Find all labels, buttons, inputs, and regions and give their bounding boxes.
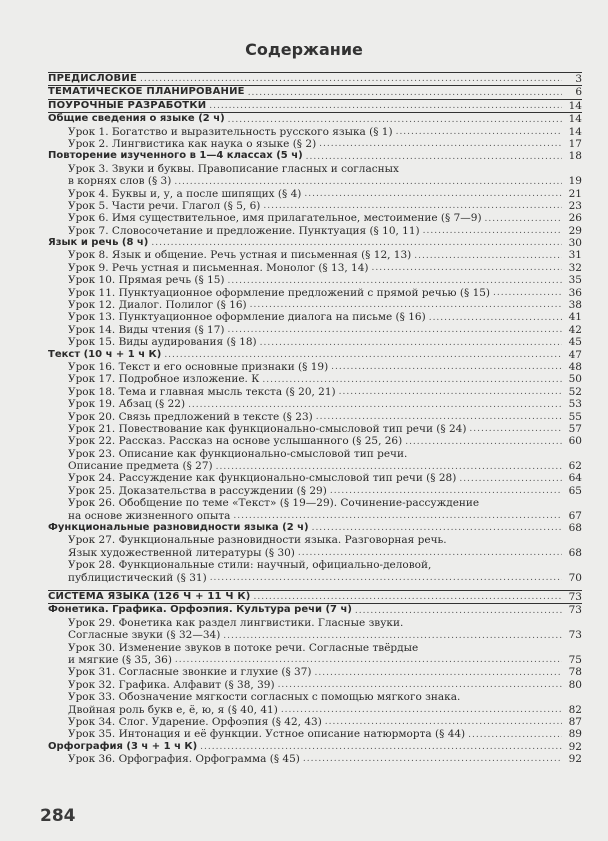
dot-leader — [469, 423, 562, 435]
toc-entry-continuation — [48, 460, 582, 472]
toc-entry-title: Урок 5. Части речи. Глагол (§ 5, 6) — [68, 199, 261, 212]
toc-entry-page: 29 — [568, 224, 582, 237]
dot-leader — [174, 176, 562, 188]
toc-entry-title: Урок 23. Описание как функционально-смысловой тип речи. — [68, 447, 408, 460]
dot-leader — [263, 200, 562, 212]
toc-entry-page: 26 — [568, 212, 582, 225]
toc-lesson-entry — [48, 497, 582, 509]
toc-lesson-entry — [48, 225, 582, 237]
dot-leader — [468, 729, 562, 741]
toc-entry-page: 50 — [568, 373, 582, 386]
dot-leader — [228, 324, 562, 336]
toc-entry-page: 14 — [568, 99, 582, 112]
toc-entry-title: Текст (10 ч + 1 ч К) — [48, 348, 162, 360]
toc-entry-title: Урок 14. Виды чтения (§ 17) — [68, 323, 225, 336]
dot-leader — [253, 591, 562, 603]
toc-section-heading — [48, 741, 582, 753]
toc-entry-page: 21 — [568, 187, 582, 200]
toc-entry-page: 45 — [568, 336, 582, 349]
toc-lesson-entry — [48, 448, 582, 460]
toc-lesson-entry — [48, 534, 582, 546]
dot-leader — [151, 237, 562, 249]
toc-lesson-entry — [48, 435, 582, 447]
dot-leader — [210, 572, 562, 584]
toc-entry-title: ПОУРОЧНЫЕ РАЗРАБОТКИ — [48, 99, 207, 111]
toc-entry-page: 68 — [568, 522, 582, 535]
toc-entry-page: 18 — [568, 150, 582, 163]
toc-entry-title: Двойная роль букв е, ё, ю, я (§ 40, 41) — [68, 703, 278, 716]
dot-leader — [339, 386, 562, 398]
toc-lesson-entry — [48, 336, 582, 348]
toc-entry-title: Урок 29. Фонетика как раздел лингвистики. Гласные звуки. — [68, 616, 404, 629]
toc-entry-continuation — [48, 704, 582, 716]
toc-lesson-entry — [48, 559, 582, 571]
page-number: 284 — [40, 806, 76, 826]
toc-entry-page: 57 — [568, 422, 582, 435]
toc-entry-title: Урок 31. Согласные звонкие и глухие (§ 37) — [68, 666, 312, 679]
toc-entry-page: 31 — [568, 249, 582, 262]
toc-entry-page: 53 — [568, 398, 582, 411]
toc-part-heading — [48, 72, 582, 85]
toc-entry-continuation — [48, 654, 582, 666]
toc-entry-title: публицистический (§ 31) — [68, 571, 207, 584]
toc-lesson-entry — [48, 200, 582, 212]
dot-leader — [459, 473, 562, 485]
toc-entry-page: 42 — [568, 323, 582, 336]
toc-entry-title: Орфография (3 ч + 1 ч К) — [48, 740, 198, 752]
toc-lesson-entry — [48, 361, 582, 373]
dot-leader — [315, 667, 562, 679]
toc-entry-page: 38 — [568, 299, 582, 312]
toc-entry-title: Согласные звуки (§ 32—34) — [68, 629, 221, 642]
toc-entry-title: на основе жизненного опыта — [68, 509, 231, 522]
toc-part-heading — [48, 590, 582, 604]
toc-section-heading — [48, 150, 582, 162]
dot-leader — [223, 630, 562, 642]
toc-entry-title: Урок 12. Диалог. Полилог (§ 16) — [68, 299, 247, 312]
dot-leader — [485, 213, 562, 225]
toc-entry-continuation — [48, 547, 582, 559]
dot-leader — [396, 126, 562, 138]
toc-entry-page: 78 — [568, 666, 582, 679]
toc-entry-page: 62 — [568, 460, 582, 473]
toc-entry-title: Урок 28. Функциональные стили: научный, официально-деловой, — [68, 559, 432, 572]
toc-entry-title: Урок 22. Рассказ. Рассказ на основе услышанного (§ 25, 26) — [68, 435, 403, 448]
dot-leader — [278, 679, 562, 691]
toc-entry-page: 65 — [568, 484, 582, 497]
toc-entry-page: 3 — [575, 72, 582, 85]
dot-leader — [303, 753, 562, 765]
toc-entry-page: 23 — [568, 199, 582, 212]
dot-leader — [306, 151, 562, 163]
dot-leader — [429, 312, 562, 324]
toc-lesson-entry — [48, 386, 582, 398]
toc-entry-title: Урок 8. Язык и общение. Речь устная и письменная (§ 12, 13) — [68, 249, 412, 262]
toc-entry-title: Язык художественной литературы (§ 30) — [68, 546, 295, 559]
toc-entry-title: Урок 34. Слог. Ударение. Орфоэпия (§ 42, 43) — [68, 715, 322, 728]
toc-entry-page: 92 — [568, 753, 582, 766]
toc-entry-title: Урок 25. Доказательства в рассуждении (§ 29) — [68, 484, 327, 497]
toc-entry-title: Урок 16. Текст и его основные признаки (§ 19) — [68, 360, 329, 373]
toc-entry-page: 82 — [568, 703, 582, 716]
dot-leader — [325, 716, 562, 728]
toc-entry-page: 17 — [568, 137, 582, 150]
toc-entry-title: Урок 2. Лингвистика как наука о языке (§ 2) — [68, 137, 317, 150]
toc-entry-title: Урок 17. Подробное изложение. К — [68, 373, 260, 386]
toc-lesson-entry — [48, 485, 582, 497]
toc-entry-title: Урок 18. Тема и главная мысль текста (§ 20, 21) — [68, 385, 336, 398]
toc-entry-page: 70 — [568, 571, 582, 584]
toc-entry-title: Урок 3. Звуки и буквы. Правописание гласных и согласных — [68, 162, 399, 175]
toc-entry-title: Урок 1. Богатство и выразительность русского языка (§ 1) — [68, 125, 393, 138]
toc-entry-page: 14 — [568, 113, 582, 126]
dot-leader — [493, 287, 562, 299]
dot-leader — [331, 361, 562, 373]
dot-leader — [372, 262, 562, 274]
toc-entry-title: Функциональные разновидности языка (2 ч) — [48, 522, 309, 534]
toc-entry-page: 41 — [568, 311, 582, 324]
toc-entry-title: Урок 13. Пунктуационное оформление диалога на письме (§ 16) — [68, 311, 426, 324]
toc-entry-title: в корнях слов (§ 3) — [68, 175, 172, 188]
toc-lesson-entry — [48, 274, 582, 286]
toc-lesson-entry — [48, 188, 582, 200]
toc-entry-title: Урок 27. Функциональные разновидности языка. Разговорная речь. — [68, 534, 447, 547]
toc-lesson-entry — [48, 249, 582, 261]
toc-entry-title: ПРЕДИСЛОВИЕ — [48, 72, 137, 84]
toc-entry-title: Урок 9. Речь устная и письменная. Монолог (§ 13, 14) — [68, 261, 369, 274]
toc-section-heading — [48, 113, 582, 125]
toc-entry-title: Язык и речь (8 ч) — [48, 237, 149, 249]
toc-lesson-entry — [48, 617, 582, 629]
toc-entry-title: Урок 7. Словосочетание и предложение. Пунктуация (§ 10, 11) — [68, 224, 420, 237]
toc-lesson-entry — [48, 411, 582, 423]
toc-lesson-entry — [48, 262, 582, 274]
toc-lesson-entry — [48, 679, 582, 691]
toc-part-heading — [48, 85, 582, 98]
toc-entry-continuation — [48, 175, 582, 187]
toc-entry-page: 73 — [568, 629, 582, 642]
toc-entry-title: ТЕМАТИЧЕСКОЕ ПЛАНИРОВАНИЕ — [48, 86, 245, 98]
toc-entry-page: 30 — [568, 237, 582, 250]
dot-leader — [175, 654, 562, 666]
toc-entry-continuation — [48, 629, 582, 641]
toc-entry-page: 55 — [568, 410, 582, 423]
dot-leader — [209, 100, 562, 112]
toc-entry-title: Фонетика. Графика. Орфоэпия. Культура речи (7 ч) — [48, 604, 352, 616]
toc-lesson-entry — [48, 311, 582, 323]
toc-entry-continuation — [48, 572, 582, 584]
dot-leader — [140, 73, 562, 85]
toc-entry-title: Урок 10. Прямая речь (§ 15) — [68, 274, 225, 287]
toc-lesson-entry — [48, 642, 582, 654]
dot-leader — [423, 225, 562, 237]
toc-entry-title: Урок 19. Абзац (§ 22) — [68, 398, 186, 411]
toc-lesson-entry — [48, 287, 582, 299]
toc-entry-page: 68 — [568, 546, 582, 559]
dot-leader — [262, 374, 562, 386]
toc-entry-page: 64 — [568, 472, 582, 485]
toc-entry-title: Урок 15. Виды аудирования (§ 18) — [68, 336, 257, 349]
toc-entry-title: Урок 4. Буквы и, у, а после шипящих (§ 4) — [68, 187, 302, 200]
toc-lesson-entry — [48, 398, 582, 410]
dot-leader — [228, 114, 562, 126]
toc-entry-page: 14 — [568, 125, 582, 138]
toc-entry-page: 48 — [568, 360, 582, 373]
dot-leader — [312, 522, 562, 534]
toc-lesson-entry — [48, 126, 582, 138]
toc-lesson-entry — [48, 691, 582, 703]
toc-entry-page: 80 — [568, 678, 582, 691]
toc-lesson-entry — [48, 212, 582, 224]
toc-lesson-entry — [48, 163, 582, 175]
toc-entry-title: Урок 20. Связь предложений в тексте (§ 23) — [68, 410, 313, 423]
toc-entry-title: Повторение изученного в 1—4 классах (5 ч) — [48, 150, 303, 162]
toc-entry-page: 87 — [568, 715, 582, 728]
toc-entry-continuation — [48, 510, 582, 522]
toc-entry-page: 47 — [568, 348, 582, 361]
dot-leader — [316, 411, 562, 423]
toc-lesson-entry — [48, 423, 582, 435]
toc-entry-page: 19 — [568, 175, 582, 188]
dot-leader — [330, 485, 562, 497]
toc-entry-title: Урок 26. Обобщение по теме «Текст» (§ 19—29). Сочинение-рассуждение — [68, 497, 480, 510]
dot-leader — [355, 605, 562, 617]
dot-leader — [281, 704, 562, 716]
toc-entry-title: Урок 33. Обозначение мягкости согласных с помощью мягкого знака. — [68, 691, 461, 704]
toc-part-heading — [48, 99, 582, 113]
toc-entry-title: Урок 32. Графика. Алфавит (§ 38, 39) — [68, 678, 275, 691]
dot-leader — [216, 461, 562, 473]
toc-lesson-entry — [48, 666, 582, 678]
toc-entry-page: 60 — [568, 435, 582, 448]
toc-entry-title: Урок 6. Имя существительное, имя прилагательное, местоимение (§ 7—9) — [68, 212, 482, 225]
toc-entry-page: 89 — [568, 728, 582, 741]
toc-lesson-entry — [48, 299, 582, 311]
dot-leader — [250, 299, 562, 311]
dot-leader — [200, 741, 562, 753]
toc-lesson-entry — [48, 753, 582, 765]
table-of-contents — [48, 72, 582, 765]
toc-entry-title: Урок 30. Изменение звуков в потоке речи. Согласные твёрдые — [68, 641, 419, 654]
toc-lesson-entry — [48, 373, 582, 385]
dot-leader — [164, 349, 562, 361]
dot-leader — [405, 436, 562, 448]
toc-entry-title: Общие сведения о языке (2 ч) — [48, 113, 225, 125]
toc-entry-page: 32 — [568, 261, 582, 274]
dot-leader — [228, 275, 562, 287]
toc-entry-page: 36 — [568, 286, 582, 299]
toc-entry-title: и мягкие (§ 35, 36) — [68, 653, 172, 666]
toc-entry-page: 35 — [568, 274, 582, 287]
toc-entry-title: Урок 24. Рассуждение как функционально-смысловой тип речи (§ 28) — [68, 472, 457, 485]
toc-section-heading — [48, 522, 582, 534]
dot-leader — [414, 250, 562, 262]
toc-entry-title: СИСТЕМА ЯЗЫКА (126 Ч + 11 Ч К) — [48, 591, 251, 602]
toc-lesson-entry — [48, 473, 582, 485]
dot-leader — [260, 337, 562, 349]
toc-entry-page: 52 — [568, 385, 582, 398]
toc-entry-page: 6 — [575, 86, 582, 99]
dot-leader — [233, 510, 562, 522]
toc-entry-title: Описание предмета (§ 27) — [68, 460, 213, 473]
toc-lesson-entry — [48, 728, 582, 740]
toc-section-heading — [48, 349, 582, 361]
toc-entry-page: 75 — [568, 653, 582, 666]
dot-leader — [319, 138, 562, 150]
dot-leader — [248, 87, 562, 99]
toc-lesson-entry — [48, 324, 582, 336]
toc-entry-page: 92 — [568, 740, 582, 753]
toc-section-heading — [48, 604, 582, 616]
toc-entry-title: Урок 21. Повествование как функционально-смысловой тип речи (§ 24) — [68, 422, 467, 435]
page-title: Содержание — [245, 40, 363, 59]
toc-entry-title: Урок 11. Пунктуационное оформление предложений с прямой речью (§ 15) — [68, 286, 491, 299]
dot-leader — [298, 547, 562, 559]
toc-entry-title: Урок 36. Орфография. Орфограмма (§ 45) — [68, 753, 300, 766]
toc-section-heading — [48, 237, 582, 249]
toc-entry-page: 73 — [568, 591, 582, 603]
toc-entry-page: 73 — [568, 604, 582, 617]
toc-lesson-entry — [48, 138, 582, 150]
dot-leader — [304, 188, 562, 200]
toc-lesson-entry — [48, 716, 582, 728]
toc-entry-page: 67 — [568, 509, 582, 522]
toc-entry-title: Урок 35. Интонация и её функции. Устное описание натюрморта (§ 44) — [68, 728, 466, 741]
dot-leader — [188, 399, 562, 411]
